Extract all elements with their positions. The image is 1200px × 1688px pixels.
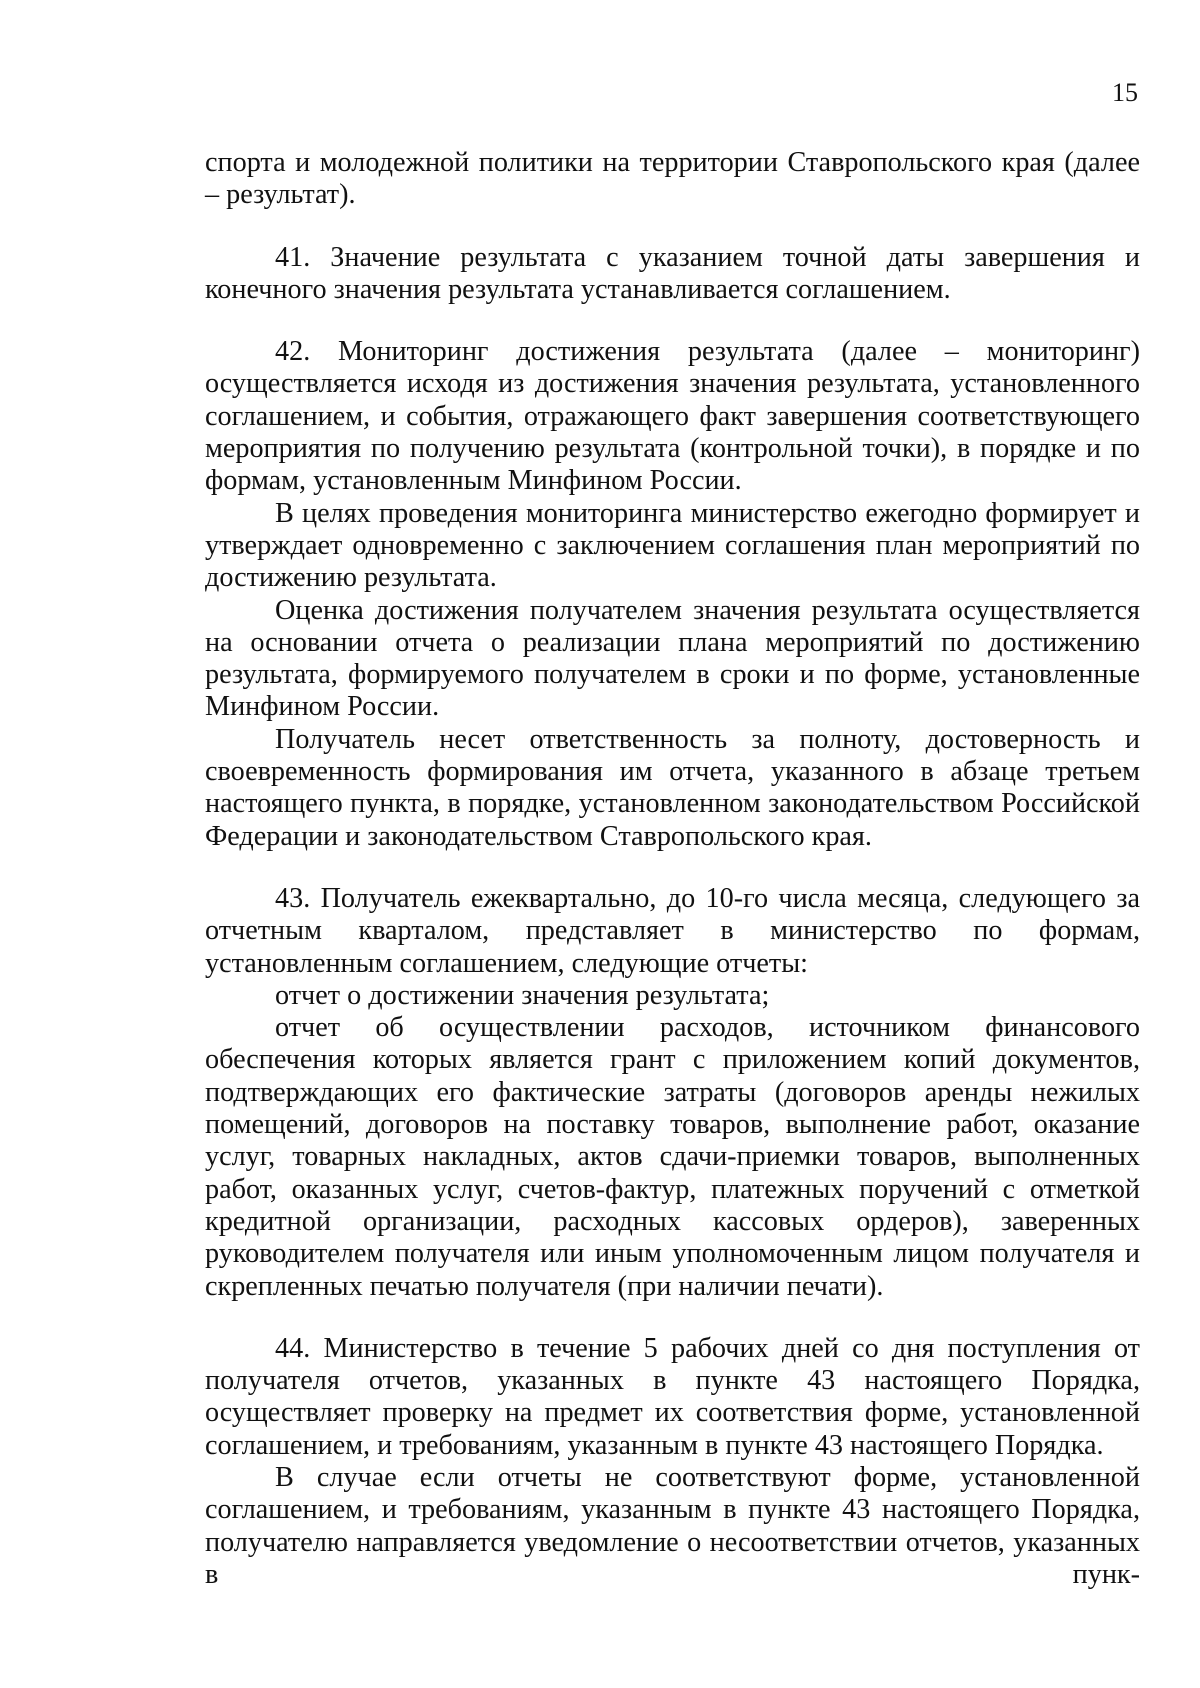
paragraph-continuation: спорта и молодежной политики на территории Ставропольского края (далее – результат).: [205, 147, 1140, 211]
page-number: 15: [1112, 78, 1138, 107]
paragraph-44: 44. Министерство в течение 5 рабочих дней со дня поступления от получателя отчетов, указанных в пункте 43 настоящего Порядка, осуществляет проверку на предмет их соответствия форме, установленной соглашением, и требованиям, указанным в пункте 43 настоящего Порядка.: [205, 1332, 1140, 1461]
document-body: [205, 147, 1140, 1591]
paragraph-43-report-expenses: отчет об осуществлении расходов, источником финансового обеспечения которых является грант с приложением копий документов, подтверждающих его фактические затраты (договоров аренды нежилых помещений, договоров на поставку товаров, выполнение работ, оказание услуг, товарных накладных, актов сдачи-приемки товаров, выполненных работ, оказанных услуг, счетов-фактур, платежных поручений с отметкой кредитной организации, расходных кассовых ордеров), заверенных руководителем получателя или иным уполномоченным лицом получателя и скрепленных печатью получателя (при наличии печати).: [205, 1012, 1140, 1302]
paragraph-43: 43. Получатель ежеквартально, до 10-го числа месяца, следующего за отчетным кварталом, представляет в министерство по формам, установленным соглашением, следующие отчеты:: [205, 882, 1140, 979]
paragraph-44-noncompliance: В случае если отчеты не соответствуют форме, установленной соглашением, и требованиям, указанным в пункте 43 настоящего Порядка, получателю направляется уведомление о несоответствии отчетов, указанных в пунк-: [205, 1461, 1140, 1590]
paragraph-42-responsibility: Получатель несет ответственность за полноту, достоверность и своевременность формирования им отчета, указанного в абзаце третьем настоящего пункта, в порядке, установленном законодательством Российской Федерации и законодательством Ставропольского края.: [205, 723, 1140, 852]
paragraph-42: 42. Мониторинг достижения результата (далее – мониторинг) осуществляется исходя из достижения значения результата, установленного соглашением, и события, отражающего факт завершения соответствующего мероприятия по получению результата (контрольной точки), в порядке и по формам, установленным Минфином России.: [205, 336, 1140, 497]
paragraph-42-monitoring-plan: В целях проведения мониторинга министерство ежегодно формирует и утверждает одновременно с заключением соглашения план мероприятий по достижению результата.: [205, 497, 1140, 594]
paragraph-43-report-result: отчет о достижении значения результата;: [275, 979, 770, 1011]
paragraph-41: 41. Значение результата с указанием точной даты завершения и конечного значения результата устанавливается соглашением.: [205, 241, 1140, 305]
paragraph-42-evaluation: Оценка достижения получателем значения результата осуществляется на основании отчета о реализации плана мероприятий по достижению результата, формируемого получателем в сроки и по форме, установленные Минфином России.: [205, 594, 1140, 723]
